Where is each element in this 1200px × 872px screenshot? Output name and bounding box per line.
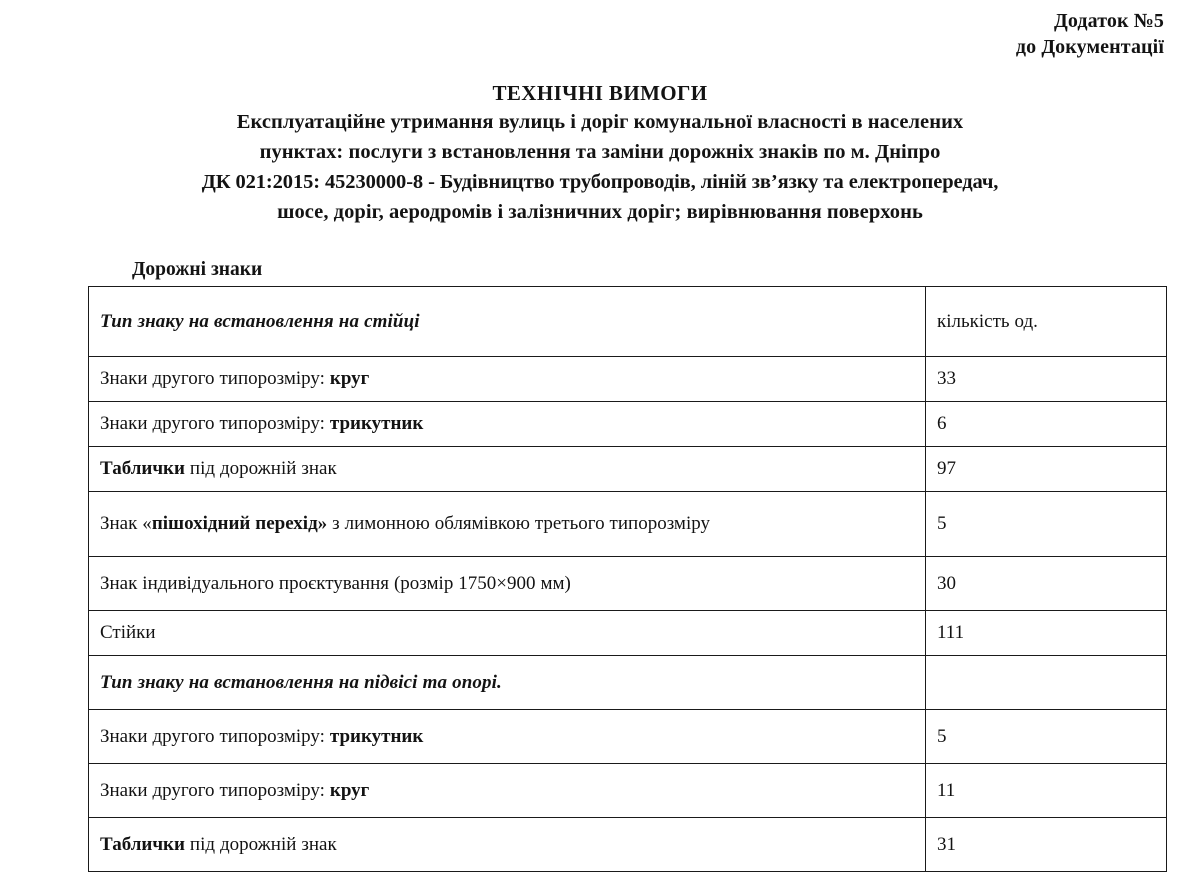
signs-table-container [88,286,1166,872]
subtitle-line-2: пунктах: послуги з встановлення та заміни дорожніх знаків по м. Дніпро [259,141,941,163]
title-block [100,80,1100,227]
sign-type-cell [89,447,926,492]
sign-type-text-tail: під дорожній знак [184,458,337,479]
quantity-cell: 31 [926,818,1167,872]
document-reference-line-1: Додаток №5 [1054,10,1164,32]
table-row [89,611,1167,656]
table-row [89,710,1167,764]
sign-type-text: Знак індивідуального проєктування (розмір 1750×900 мм) [100,572,571,594]
sign-type-text: Знаки другого типорозміру: [100,368,330,389]
quantity-cell: 11 [926,764,1167,818]
sign-type-text-tail: під дорожній знак [184,833,337,855]
quantity-cell: 5 [926,492,1167,557]
sign-type-text: Знаки другого типорозміру: [100,413,330,434]
table-row [89,357,1167,402]
sign-type-emphasis: пішохідний перехід» [151,513,328,534]
sign-type-emphasis: трикутник [329,413,424,434]
sign-type-cell [89,656,926,710]
sign-type-text: Знаки другого типорозміру: [100,725,330,747]
sign-type-emphasis: Таблички [100,458,185,479]
sign-type-emphasis: Таблички [100,833,185,855]
quantity-cell: 30 [926,557,1167,611]
signs-table-body [89,287,1167,872]
sign-type-cell [89,557,926,611]
signs-table [88,286,1167,872]
table-header-row [89,287,1167,357]
quantity-cell: кількість од. [926,287,1167,357]
quantity-cell [926,656,1167,710]
quantity-cell: 97 [926,447,1167,492]
table-row [89,557,1167,611]
section-caption: Дорожні знаки [132,259,263,280]
sign-type-cell [89,818,926,872]
sign-type-text: Знаки другого типорозміру: [100,779,330,801]
sign-type-cell [89,357,926,402]
table-section-row [89,656,1167,710]
sign-type-cell [89,710,926,764]
sign-type-cell [89,287,926,357]
document-reference [1016,8,1164,60]
sign-type-text: Тип знаку на встановлення на підвісі та опорі. [100,671,502,693]
table-row [89,764,1167,818]
table-row [89,818,1167,872]
sign-type-cell [89,402,926,447]
sign-type-text: Стійки [100,622,156,643]
table-row [89,492,1167,557]
document-reference-line-2: до Документації [1015,36,1164,58]
page-title: ТЕХНІЧНІ ВИМОГИ [492,81,708,105]
quantity-cell: 5 [926,710,1167,764]
sign-type-emphasis: круг [329,779,370,801]
subtitle-line-3: ДК 021:2015: 45230000-8 - Будівництво трубопроводів, ліній зв’язку та електропередач, [201,171,999,193]
subtitle-line-4: шосе, доріг, аеродромів і залізничних доріг; вирівнювання поверхонь [277,201,923,223]
sign-type-emphasis: круг [329,368,370,389]
quantity-cell: 6 [926,402,1167,447]
sign-type-cell [89,764,926,818]
sign-type-cell [89,492,926,557]
quantity-cell: 111 [926,611,1167,656]
sign-type-text-tail: з лимонною облямівкою третього типорозміру [327,513,710,534]
table-row [89,402,1167,447]
quantity-cell: 33 [926,357,1167,402]
sign-type-text: Знак « [100,513,152,534]
table-row [89,447,1167,492]
sign-type-cell [89,611,926,656]
sign-type-emphasis: трикутник [329,725,424,747]
sign-type-text: Тип знаку на встановлення на стійці [100,310,420,332]
subtitle-line-1: Експлуатаційне утримання вулиць і доріг комунальної власності в населених [236,111,964,133]
